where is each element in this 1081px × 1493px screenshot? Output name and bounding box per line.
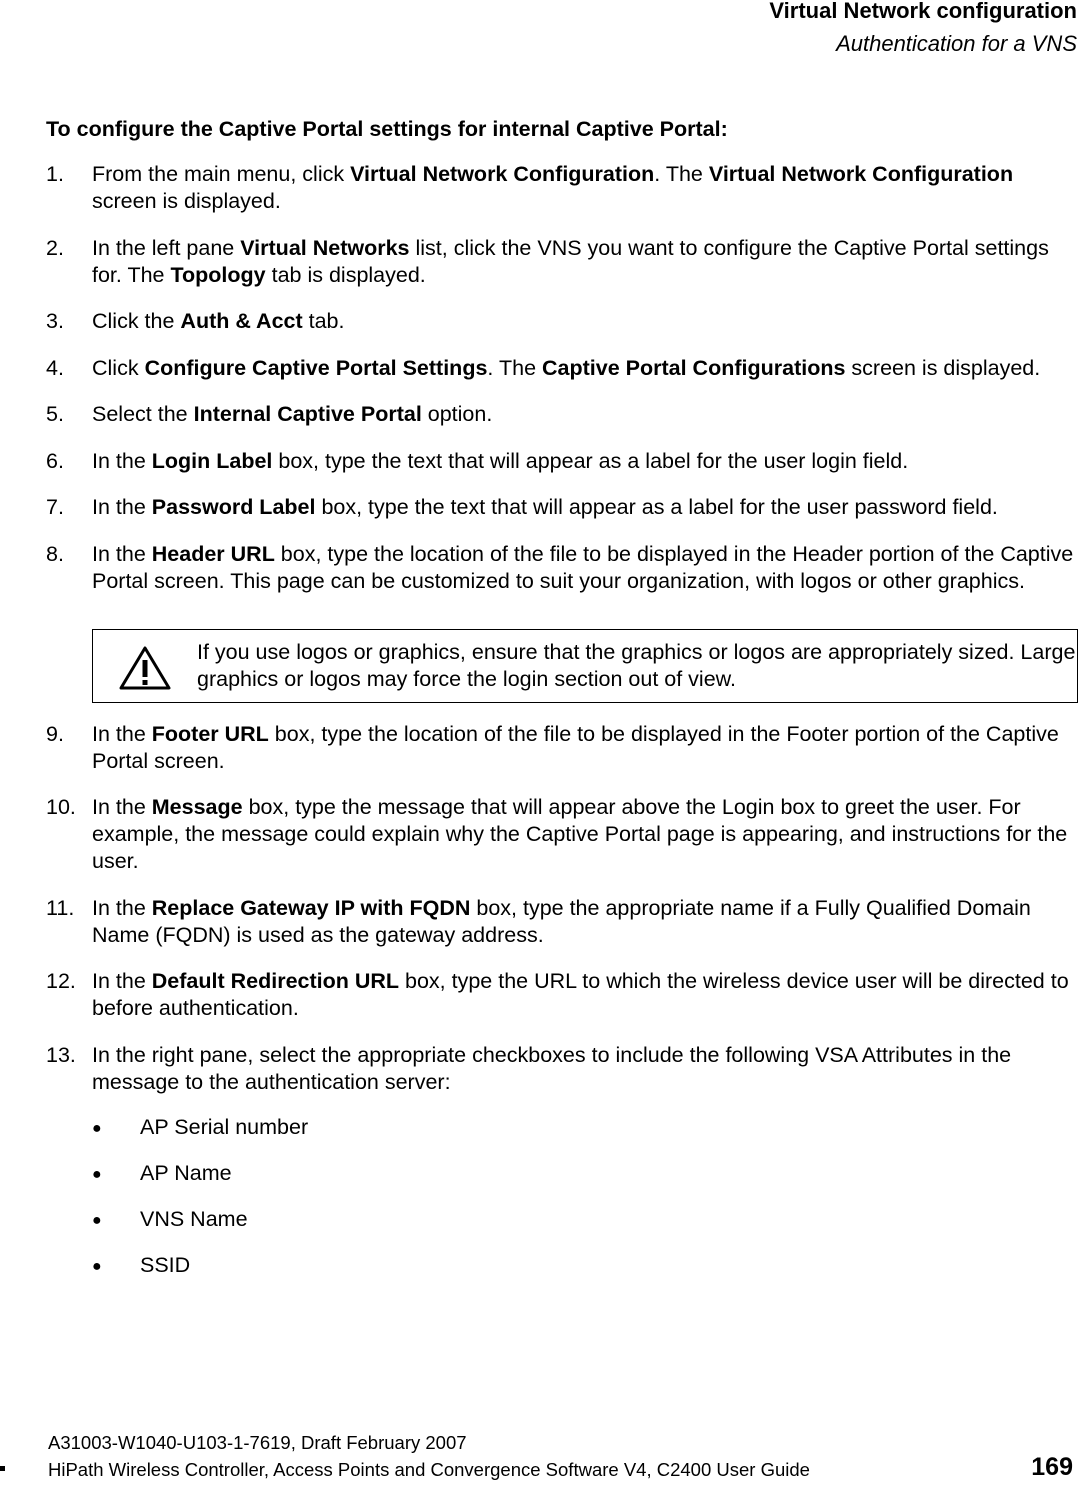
step-text: In the Replace Gateway IP with FQDN box, type the appropriate name if a Fully Qualified Domain Name (FQDN) is used as the gateway address. — [92, 895, 1031, 947]
ui-term: Virtual Network Configuration — [350, 162, 655, 186]
step-text: In the Header URL box, type the location of the file to be displayed in the Header portion of the Captive Portal screen. This page can be customized to suit your organization, with logos or other graphics. — [92, 541, 1074, 593]
list-item — [92, 1207, 1078, 1253]
step-number: 5. — [46, 402, 64, 426]
bullet-icon: ● — [92, 1258, 102, 1275]
step-number: 11. — [46, 895, 75, 920]
step-number: 12. — [46, 969, 76, 993]
ui-term: Header URL — [151, 541, 275, 566]
step-number: 6. — [46, 448, 64, 473]
step-number: 2. — [46, 235, 64, 260]
step-text: In the Login Label box, type the text that will appear as a label for the user login field. — [92, 448, 909, 473]
procedure-heading: To configure the Captive Portal settings for internal Captive Portal: — [46, 117, 728, 141]
step — [46, 355, 1078, 382]
ui-term: Virtual Network Configuration — [708, 162, 1014, 186]
procedure-steps — [46, 161, 1078, 1299]
step — [46, 721, 1078, 775]
ui-term: Replace Gateway IP with FQDN — [151, 895, 471, 920]
footer-marker — [0, 1466, 5, 1471]
step — [46, 161, 1078, 215]
ui-term: Virtual Networks — [240, 235, 410, 260]
bullet-icon: ● — [92, 1166, 102, 1183]
ui-term: Login Label — [151, 448, 273, 473]
step-text: In the left pane Virtual Networks list, click the VNS you want to configure the Captive Portal settings for. The Topology tab is displayed. — [92, 235, 1049, 287]
step-number: 13. — [46, 1042, 76, 1067]
step-text: Click Configure Captive Portal Settings. The Captive Portal Configurations screen is displayed. — [92, 355, 1041, 380]
ui-term: Captive Portal Configurations — [542, 355, 846, 380]
step-number: 9. — [46, 721, 64, 746]
step-number: 1. — [46, 162, 64, 186]
ui-term: Configure Captive Portal Settings — [144, 355, 488, 380]
step-number: 10. — [46, 795, 76, 819]
ui-term: Footer URL — [151, 721, 269, 746]
step-text: In the Default Redirection URL box, type the URL to which the wireless device user will be directed to before authentication. — [92, 969, 1069, 1020]
step-text: In the right pane, select the appropriate checkboxes to include the following VSA Attributes in the message to the authentication server: — [92, 1042, 1012, 1094]
warning-note — [92, 629, 1078, 703]
step-number: 3. — [46, 309, 64, 333]
footer-guide-title: HiPath Wireless Controller, Access Points and Convergence Software V4, C2400 User Guide — [48, 1459, 810, 1480]
step — [46, 401, 1078, 428]
step — [46, 308, 1078, 335]
step — [46, 1042, 1078, 1096]
running-header-title: Virtual Network configuration — [769, 0, 1077, 23]
step — [46, 235, 1078, 289]
list-item — [92, 1253, 1078, 1299]
step-text: Select the Internal Captive Portal option. — [92, 402, 493, 426]
list-item-text: AP Serial number — [140, 1115, 309, 1139]
bullet-icon: ● — [92, 1120, 102, 1137]
step — [46, 968, 1078, 1022]
step-text: In the Message box, type the message that will appear above the Login box to greet the user. For example, the message could explain why the Captive Portal page is appearing, and instructions for the user. — [92, 795, 1068, 873]
list-item — [92, 1115, 1078, 1161]
step — [46, 448, 1078, 475]
step-text: From the main menu, click Virtual Network Configuration. The Virtual Network Configuration screen is displayed. — [92, 162, 1014, 213]
step-number: 7. — [46, 495, 64, 519]
list-item — [92, 1161, 1078, 1207]
ui-term: Password Label — [151, 495, 316, 519]
warning-icon — [93, 641, 197, 691]
warning-text: If you use logos or graphics, ensure that the graphics or logos are appropriately sized. Large graphics or logos may force the login section out of view. — [197, 639, 1076, 691]
list-item-text: SSID — [140, 1253, 191, 1277]
step-text: In the Footer URL box, type the location of the file to be displayed in the Footer portion of the Captive Portal screen. — [92, 721, 1059, 773]
step-number: 8. — [46, 541, 64, 566]
step — [46, 895, 1078, 949]
step-text: Click the Auth & Acct tab. — [92, 309, 345, 333]
step — [46, 541, 1078, 595]
step-text: In the Password Label box, type the text that will appear as a label for the user password field. — [92, 495, 998, 519]
page-number: 169 — [1031, 1453, 1073, 1481]
ui-term: Default Redirection URL — [151, 969, 400, 993]
bullet-icon: ● — [92, 1212, 102, 1229]
step — [46, 794, 1078, 875]
running-header-subtitle: Authentication for a VNS — [836, 31, 1077, 56]
step-number: 4. — [46, 355, 64, 380]
ui-term: Auth & Acct — [180, 309, 303, 333]
step — [46, 494, 1078, 521]
list-item-text: VNS Name — [140, 1207, 248, 1231]
vsa-attribute-list — [92, 1115, 1078, 1299]
ui-term: Internal Captive Portal — [193, 402, 422, 426]
list-item-text: AP Name — [140, 1161, 232, 1185]
ui-term: Topology — [170, 262, 266, 287]
footer-doc-id: A31003-W1040-U103-1-7619, Draft February 2007 — [48, 1432, 467, 1453]
ui-term: Message — [151, 795, 243, 819]
